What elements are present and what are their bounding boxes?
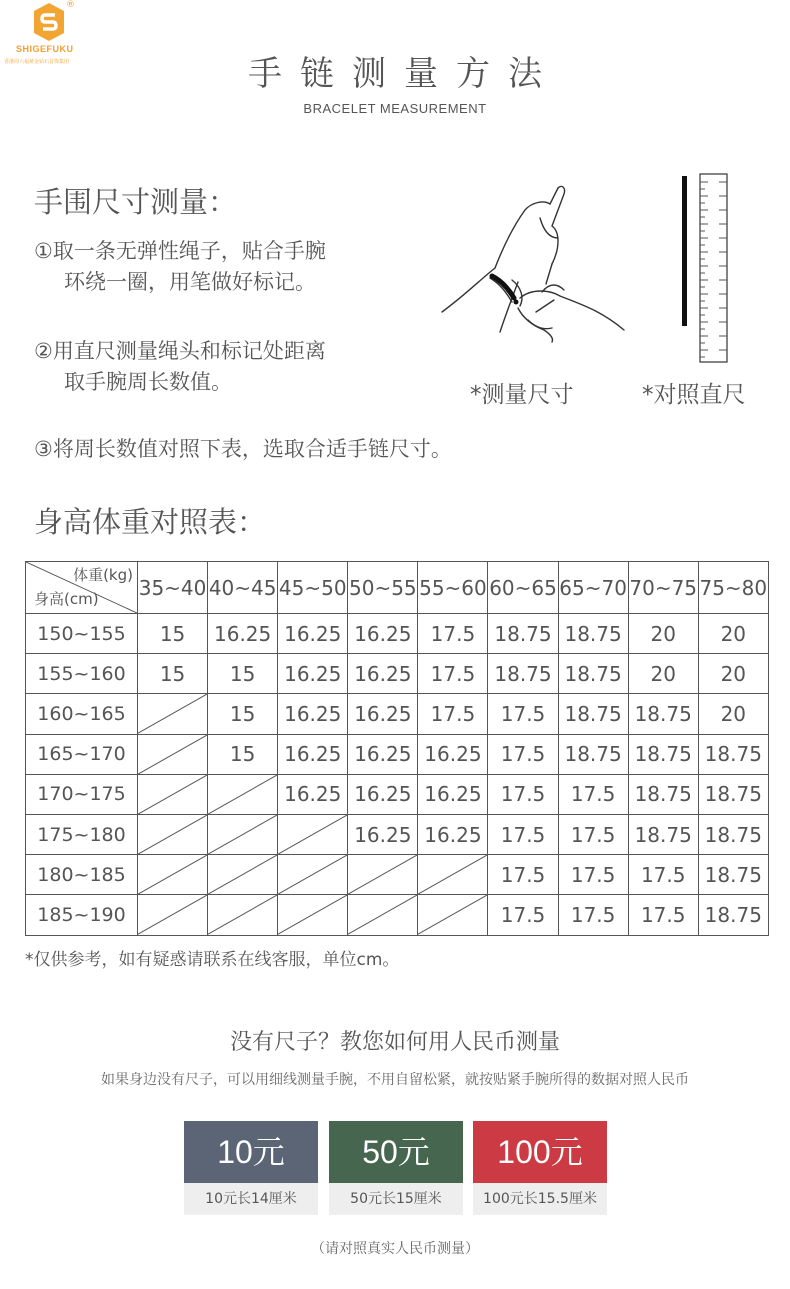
not-applicable-cell	[138, 734, 208, 774]
size-value-cell: 17.5	[418, 614, 488, 654]
table-row	[26, 855, 769, 895]
step-1-line2: 环绕一圈，用笔做好标记。	[64, 270, 316, 294]
step-1-number: ①	[34, 239, 53, 263]
size-value-cell: 18.75	[558, 654, 628, 694]
not-applicable-cell	[208, 814, 278, 854]
size-value-cell: 17.5	[558, 855, 628, 895]
size-value-cell: 15	[138, 654, 208, 694]
size-value-cell: 18.75	[558, 734, 628, 774]
not-applicable-slash	[208, 775, 277, 814]
corner-weight-label: 体重(kg)	[73, 566, 133, 584]
size-value-cell: 18.75	[558, 694, 628, 734]
weight-column-header: 75~80	[698, 562, 768, 614]
size-value-cell: 20	[698, 654, 768, 694]
size-value-cell: 18.75	[488, 654, 558, 694]
ruler-figure-caption: *对照直尺	[642, 382, 746, 408]
table-row	[26, 614, 769, 654]
size-value-cell: 17.5	[628, 895, 698, 935]
not-applicable-cell	[418, 855, 488, 895]
not-applicable-slash	[278, 855, 347, 894]
size-value-cell: 16.25	[278, 734, 348, 774]
size-value-cell: 17.5	[628, 855, 698, 895]
size-value-cell: 16.25	[418, 734, 488, 774]
step-1	[34, 236, 326, 298]
banknote-100-label: 100元	[473, 1121, 607, 1183]
step-2	[34, 336, 326, 398]
height-row-header: 150~155	[26, 614, 138, 654]
size-value-cell: 17.5	[488, 734, 558, 774]
page-subtitle: BRACELET MEASUREMENT	[303, 101, 487, 116]
banknote-10-caption: 10元长14厘米	[184, 1183, 318, 1215]
size-value-cell: 17.5	[418, 694, 488, 734]
not-applicable-cell	[138, 774, 208, 814]
size-value-cell: 15	[208, 654, 278, 694]
table-row	[26, 694, 769, 734]
size-value-cell: 18.75	[698, 734, 768, 774]
table-row	[26, 774, 769, 814]
not-applicable-cell	[278, 814, 348, 854]
hand-measuring-illustration	[440, 180, 640, 350]
height-row-header: 155~160	[26, 654, 138, 694]
size-value-cell: 16.25	[278, 774, 348, 814]
weight-column-header: 50~55	[348, 562, 418, 614]
not-applicable-cell	[278, 895, 348, 935]
not-applicable-slash	[208, 815, 277, 854]
size-value-cell: 16.25	[348, 614, 418, 654]
weight-column-header: 60~65	[488, 562, 558, 614]
step-3-number: ③	[34, 437, 53, 461]
rmb-section-description: 如果身边没有尺子，可以用细线测量手腕，不用自留松紧，就按贴紧手腕所得的数据对照人民币	[101, 1072, 689, 1088]
table-row	[26, 814, 769, 854]
size-value-cell: 16.25	[348, 814, 418, 854]
not-applicable-slash	[278, 815, 347, 854]
registered-mark: ®	[66, 0, 75, 10]
size-value-cell: 16.25	[278, 614, 348, 654]
size-value-cell: 18.75	[488, 614, 558, 654]
height-row-header: 185~190	[26, 895, 138, 935]
table-corner-cell	[26, 562, 138, 614]
step-2-line2: 取手腕周长数值。	[64, 370, 232, 394]
weight-column-header: 45~50	[278, 562, 348, 614]
not-applicable-cell	[418, 895, 488, 935]
size-value-cell: 18.75	[558, 614, 628, 654]
size-value-cell: 16.25	[348, 654, 418, 694]
size-value-cell: 17.5	[488, 855, 558, 895]
size-value-cell: 17.5	[558, 895, 628, 935]
table-row	[26, 895, 769, 935]
table-section-heading: 身高体重对照表：	[34, 505, 267, 539]
size-value-cell: 17.5	[488, 694, 558, 734]
size-value-cell: 17.5	[488, 774, 558, 814]
banknote-50-label: 50元	[329, 1121, 463, 1183]
weight-column-header: 40~45	[208, 562, 278, 614]
table-row	[26, 654, 769, 694]
size-value-cell: 15	[208, 694, 278, 734]
not-applicable-slash	[418, 855, 487, 894]
size-value-cell: 18.75	[628, 734, 698, 774]
size-value-cell: 15	[138, 614, 208, 654]
not-applicable-cell	[138, 694, 208, 734]
weight-column-header: 35~40	[138, 562, 208, 614]
size-value-cell: 18.75	[628, 814, 698, 854]
rmb-section-title: 没有尺子？教您如何用人民币测量	[229, 1030, 560, 1055]
size-value-cell: 18.75	[628, 694, 698, 734]
size-value-cell: 17.5	[418, 654, 488, 694]
size-value-cell: 20	[628, 614, 698, 654]
step-2-line1: 用直尺测量绳头和标记处距离	[52, 339, 326, 363]
size-value-cell: 16.25	[418, 774, 488, 814]
corner-height-label: 身高(cm)	[34, 590, 99, 608]
not-applicable-slash	[348, 855, 417, 894]
not-applicable-slash	[208, 895, 277, 934]
size-value-cell: 16.25	[278, 654, 348, 694]
ruler-illustration	[676, 170, 734, 366]
size-value-cell: 18.75	[698, 895, 768, 935]
weight-column-header: 65~70	[558, 562, 628, 614]
not-applicable-cell	[208, 895, 278, 935]
banknote-100	[473, 1121, 607, 1215]
size-value-cell: 18.75	[698, 855, 768, 895]
height-row-header: 160~165	[26, 694, 138, 734]
size-value-cell: 18.75	[698, 774, 768, 814]
not-applicable-slash	[138, 775, 207, 814]
banknote-100-caption: 100元长15.5厘米	[473, 1183, 607, 1215]
not-applicable-slash	[138, 694, 207, 733]
banknote-50	[329, 1121, 463, 1215]
not-applicable-slash	[138, 895, 207, 934]
not-applicable-cell	[208, 774, 278, 814]
size-value-cell: 16.25	[208, 614, 278, 654]
step-1-line1: 取一条无弹性绳子，贴合手腕	[52, 239, 326, 263]
size-value-cell: 16.25	[348, 734, 418, 774]
not-applicable-slash	[208, 855, 277, 894]
table-header-row	[26, 562, 769, 614]
not-applicable-slash	[278, 895, 347, 934]
banknote-50-caption: 50元长15厘米	[329, 1183, 463, 1215]
not-applicable-cell	[348, 895, 418, 935]
height-row-header: 165~170	[26, 734, 138, 774]
shigefuku-logo-icon	[32, 2, 66, 42]
weight-column-header: 55~60	[418, 562, 488, 614]
not-applicable-cell	[278, 855, 348, 895]
table-row	[26, 734, 769, 774]
not-applicable-cell	[348, 855, 418, 895]
banknote-10-label: 10元	[184, 1121, 318, 1183]
rmb-footer-note: （请对照真实人民币测量）	[311, 1241, 479, 1257]
step-3	[34, 434, 452, 465]
size-value-cell: 20	[628, 654, 698, 694]
size-value-cell: 15	[208, 734, 278, 774]
step-3-line1: 将周长数值对照下表，选取合适手链尺寸。	[52, 437, 452, 461]
size-value-cell: 18.75	[628, 774, 698, 814]
table-note: *仅供参考，如有疑惑请联系在线客服，单位cm。	[25, 950, 400, 970]
not-applicable-slash	[138, 855, 207, 894]
size-chart-table	[25, 561, 769, 936]
not-applicable-cell	[208, 855, 278, 895]
wrist-section-heading: 手围尺寸测量：	[34, 185, 238, 219]
not-applicable-slash	[418, 895, 487, 934]
height-row-header: 180~185	[26, 855, 138, 895]
size-value-cell: 16.25	[348, 774, 418, 814]
not-applicable-cell	[138, 814, 208, 854]
size-value-cell: 16.25	[418, 814, 488, 854]
weight-column-header: 70~75	[628, 562, 698, 614]
not-applicable-slash	[138, 735, 207, 774]
size-value-cell: 17.5	[488, 895, 558, 935]
height-row-header: 175~180	[26, 814, 138, 854]
size-value-cell: 17.5	[558, 814, 628, 854]
size-value-cell: 18.75	[698, 814, 768, 854]
brand-name: SHIGEFUKU	[16, 44, 74, 54]
step-2-number: ②	[34, 339, 53, 363]
size-value-cell: 16.25	[348, 694, 418, 734]
size-value-cell: 20	[698, 614, 768, 654]
brand-subtitle: 香港周六福黄金钻石首饰集团	[4, 59, 70, 65]
not-applicable-cell	[138, 895, 208, 935]
not-applicable-slash	[138, 815, 207, 854]
page-title: 手链测量方法	[248, 54, 560, 94]
size-value-cell: 17.5	[488, 814, 558, 854]
hand-figure-caption: *测量尺寸	[470, 382, 574, 408]
size-value-cell: 20	[698, 694, 768, 734]
banknote-10	[184, 1121, 318, 1215]
size-value-cell: 16.25	[278, 694, 348, 734]
size-value-cell: 17.5	[558, 774, 628, 814]
not-applicable-cell	[138, 855, 208, 895]
not-applicable-slash	[348, 895, 417, 934]
height-row-header: 170~175	[26, 774, 138, 814]
